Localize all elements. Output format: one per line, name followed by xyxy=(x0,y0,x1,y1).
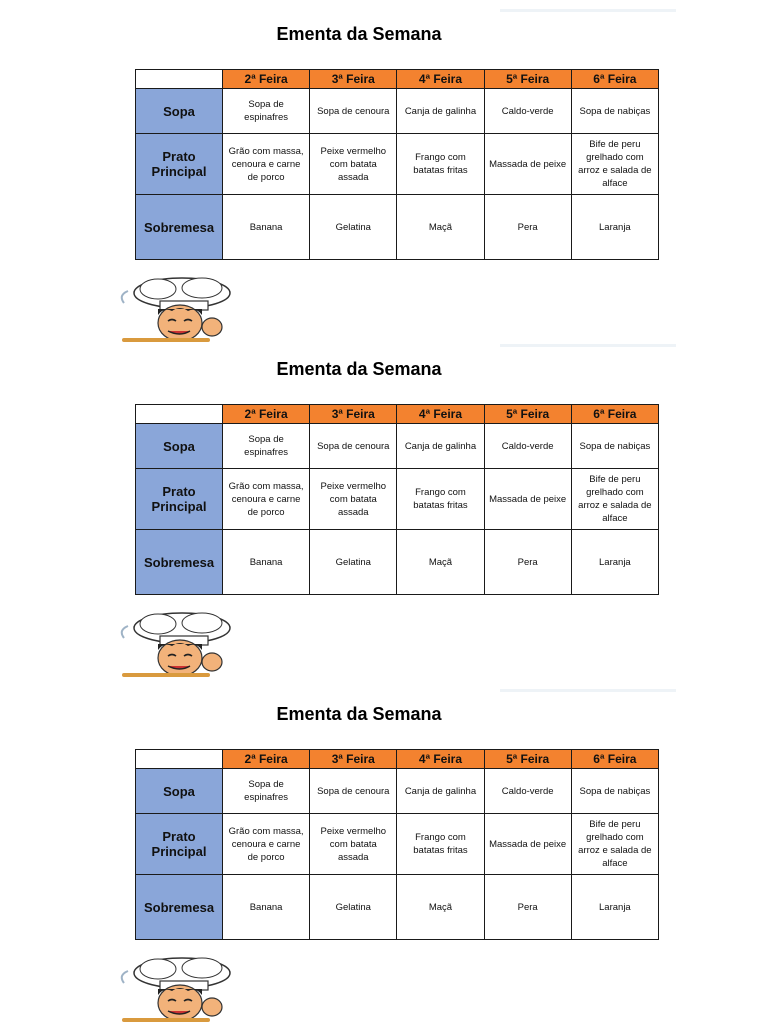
chef-icon xyxy=(120,610,235,682)
menu-cell: Massada de peixe xyxy=(484,134,571,195)
table-row xyxy=(136,875,659,940)
menu-cell: Peixe vermelho com batata assada xyxy=(310,134,397,195)
menu-table xyxy=(135,404,659,595)
menu-cell: Pera xyxy=(484,530,571,595)
menu-cell: Sopa de cenoura xyxy=(310,424,397,469)
menu-cell: Laranja xyxy=(571,530,658,595)
menu-cell: Maçã xyxy=(397,530,484,595)
menu-cell: Sopa de nabiças xyxy=(571,424,658,469)
table-row xyxy=(136,134,659,195)
menu-cell: Caldo-verde xyxy=(484,424,571,469)
menu-cell: Sopa de nabiças xyxy=(571,769,658,814)
menu-cell: Frango com batatas fritas xyxy=(397,134,484,195)
menu-cell: Grão com massa, cenoura e carne de porco xyxy=(223,814,310,875)
menu-cell: Pera xyxy=(484,195,571,260)
row-label: Sopa xyxy=(136,89,223,134)
menu-cell: Gelatina xyxy=(310,530,397,595)
day-header: 5ª Feira xyxy=(484,750,571,769)
row-label: Sobremesa xyxy=(136,530,223,595)
divider xyxy=(500,689,676,692)
menu-cell: Sopa de cenoura xyxy=(310,769,397,814)
day-header: 2ª Feira xyxy=(223,70,310,89)
day-header: 3ª Feira xyxy=(310,70,397,89)
table-row xyxy=(136,424,659,469)
menu-table xyxy=(135,749,659,940)
divider xyxy=(500,344,676,347)
row-label: Prato Principal xyxy=(136,469,223,530)
menu-cell: Laranja xyxy=(571,195,658,260)
menu-cell: Gelatina xyxy=(310,195,397,260)
row-label: Prato Principal xyxy=(136,134,223,195)
menu-cell: Maçã xyxy=(397,875,484,940)
corner-cell xyxy=(136,405,223,424)
table-row xyxy=(136,89,659,134)
menu-cell: Frango com batatas fritas xyxy=(397,469,484,530)
day-header: 5ª Feira xyxy=(484,405,571,424)
corner-cell xyxy=(136,70,223,89)
day-header: 3ª Feira xyxy=(310,750,397,769)
row-label: Sobremesa xyxy=(136,195,223,260)
menu-cell: Grão com massa, cenoura e carne de porco xyxy=(223,469,310,530)
row-label: Sobremesa xyxy=(136,875,223,940)
menu-cell: Bife de peru grelhado com arroz e salada de alface xyxy=(571,469,658,530)
menu-cell: Sopa de espinafres xyxy=(223,424,310,469)
day-header: 5ª Feira xyxy=(484,70,571,89)
menu-cell: Sopa de espinafres xyxy=(223,89,310,134)
menu-cell: Sopa de espinafres xyxy=(223,769,310,814)
menu-cell: Maçã xyxy=(397,195,484,260)
corner-cell xyxy=(136,750,223,769)
table-row xyxy=(136,530,659,595)
day-header: 4ª Feira xyxy=(397,750,484,769)
menu-cell: Banana xyxy=(223,530,310,595)
menu-title: Ementa da Semana xyxy=(276,24,442,44)
day-header: 4ª Feira xyxy=(397,70,484,89)
menu-cell: Caldo-verde xyxy=(484,89,571,134)
day-header: 2ª Feira xyxy=(223,405,310,424)
menu-cell: Bife de peru grelhado com arroz e salada de alface xyxy=(571,814,658,875)
menu-cell: Sopa de cenoura xyxy=(310,89,397,134)
menu-cell: Peixe vermelho com batata assada xyxy=(310,469,397,530)
day-header: 4ª Feira xyxy=(397,405,484,424)
menu-cell: Gelatina xyxy=(310,875,397,940)
day-header: 6ª Feira xyxy=(571,405,658,424)
menu-cell: Caldo-verde xyxy=(484,769,571,814)
menu-block xyxy=(0,0,768,345)
menu-cell: Canja de galinha xyxy=(397,769,484,814)
menu-block xyxy=(0,335,768,680)
table-row xyxy=(136,769,659,814)
day-header: 3ª Feira xyxy=(310,405,397,424)
table-row xyxy=(136,814,659,875)
menu-cell: Banana xyxy=(223,875,310,940)
menu-cell: Sopa de nabiças xyxy=(571,89,658,134)
menu-block xyxy=(0,680,768,1025)
menu-cell: Laranja xyxy=(571,875,658,940)
menu-title: Ementa da Semana xyxy=(276,359,442,379)
menu-cell: Frango com batatas fritas xyxy=(397,814,484,875)
day-header: 2ª Feira xyxy=(223,750,310,769)
menu-cell: Banana xyxy=(223,195,310,260)
chef-icon xyxy=(120,955,235,1027)
menu-title: Ementa da Semana xyxy=(276,704,442,724)
menu-cell: Peixe vermelho com batata assada xyxy=(310,814,397,875)
menu-cell: Canja de galinha xyxy=(397,424,484,469)
menu-cell: Pera xyxy=(484,875,571,940)
table-row xyxy=(136,195,659,260)
menu-table xyxy=(135,69,659,260)
menu-cell: Bife de peru grelhado com arroz e salada de alface xyxy=(571,134,658,195)
divider xyxy=(500,9,676,12)
row-label: Sopa xyxy=(136,769,223,814)
day-header: 6ª Feira xyxy=(571,750,658,769)
row-label: Sopa xyxy=(136,424,223,469)
day-header: 6ª Feira xyxy=(571,70,658,89)
menu-cell: Massada de peixe xyxy=(484,814,571,875)
menu-cell: Massada de peixe xyxy=(484,469,571,530)
row-label: Prato Principal xyxy=(136,814,223,875)
menu-cell: Grão com massa, cenoura e carne de porco xyxy=(223,134,310,195)
menu-cell: Canja de galinha xyxy=(397,89,484,134)
table-row xyxy=(136,469,659,530)
